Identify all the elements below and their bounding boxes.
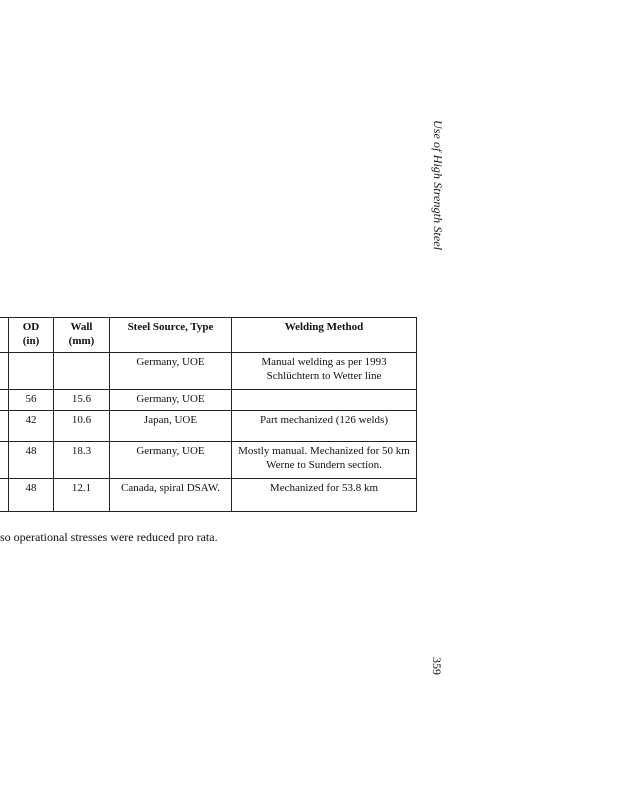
wall-cell: 18.3 <box>54 441 110 478</box>
od-cell: 48 <box>9 478 54 511</box>
header-od-text: OD (in) <box>22 321 40 347</box>
wall-cell: 12.1 <box>54 478 110 511</box>
steel-source-cell: Japan, UOE <box>110 410 232 441</box>
welding-method-cell: Part mechanized (126 welds) <box>232 410 417 441</box>
cut-off-cell <box>0 390 9 411</box>
table-row <box>0 441 417 478</box>
cut-off-cell <box>0 410 9 441</box>
table-row <box>0 478 417 511</box>
pipeline-table <box>0 317 417 512</box>
welding-method-cell <box>232 390 417 411</box>
footnote-text: so operational stresses were reduced pro rata. <box>0 530 218 544</box>
table-row <box>0 353 417 390</box>
table-row <box>0 410 417 441</box>
steel-source-cell: Canada, spiral DSAW. <box>110 478 232 511</box>
header-od <box>9 318 54 353</box>
cut-off-cell <box>0 478 9 511</box>
cut-off-cell <box>0 441 9 478</box>
wall-cell: 10.6 <box>54 410 110 441</box>
wall-cell: 15.6 <box>54 390 110 411</box>
header-wall-text: Wall (mm) <box>68 321 95 347</box>
od-cell: 56 <box>9 390 54 411</box>
page-number: 359 <box>430 657 444 675</box>
header-steel-source: Steel Source, Type <box>110 318 232 353</box>
steel-source-cell: Germany, UOE <box>110 441 232 478</box>
wall-cell <box>54 353 110 390</box>
cut-off-cell <box>0 353 9 390</box>
welding-method-cell: Manual welding as per 1993 Schlüchtern to Wetter line <box>232 353 417 390</box>
table-header-row <box>0 318 417 353</box>
header-welding-method: Welding Method <box>232 318 417 353</box>
header-wall <box>54 318 110 353</box>
table-row <box>0 390 417 411</box>
running-head: Use of High Strength Steel <box>431 120 445 251</box>
steel-source-cell: Germany, UOE <box>110 390 232 411</box>
pipeline-table-frame <box>0 317 417 512</box>
od-cell <box>9 353 54 390</box>
header-cut-off-column <box>0 318 9 353</box>
od-cell: 48 <box>9 441 54 478</box>
welding-method-cell: Mechanized for 53.8 km <box>232 478 417 511</box>
od-cell: 42 <box>9 410 54 441</box>
welding-method-cell: Mostly manual. Mechanized for 50 km Werne to Sundern section. <box>232 441 417 478</box>
steel-source-cell: Germany, UOE <box>110 353 232 390</box>
